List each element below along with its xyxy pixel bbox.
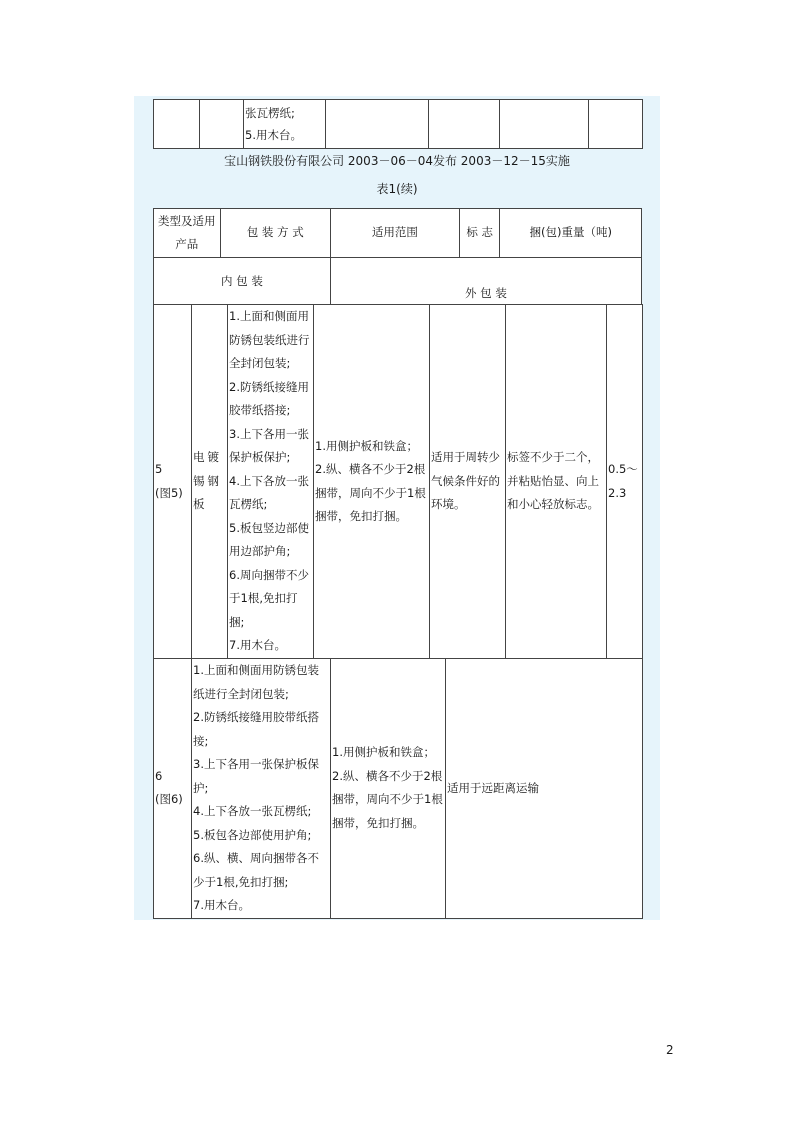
text-line: 1.用侧护板和铁盒； — [332, 745, 435, 760]
row5-scope: 适用于周转少气候条件好的环境。 — [430, 305, 506, 659]
header-outer: 外 包 装 — [330, 258, 641, 306]
text-line: 2.防锈纸接缝用胶带纸搭接; — [229, 379, 309, 418]
text-line: 2.纵、横各不少于2根捆带，周向不少于1根捆带，免扣打捆。 — [315, 462, 426, 523]
row5-product: 电镀锡钢板 — [192, 305, 228, 659]
text-line: 6.周向捆带不少于1根,免扣打捆; — [229, 567, 309, 629]
table-title: 表1(续) — [376, 182, 418, 196]
row5-outer — [314, 305, 430, 659]
row5-inner — [228, 305, 314, 659]
text-line: 4.上下各放一张瓦楞纸; — [193, 804, 312, 818]
text-line: 6.纵、横、周向捆带各不少于1根,免扣打捆; — [193, 851, 319, 889]
header-scope: 适用范围 — [330, 209, 459, 258]
text-line: 1.用侧护板和铁盒； — [315, 438, 418, 453]
row6-type: 6 (图6) — [154, 659, 192, 919]
text-line: 4.上下各放一张瓦楞纸; — [229, 473, 309, 512]
row6-table — [153, 658, 643, 919]
text-line: 1.上面和侧面用防锈包装纸进行全封闭包装; — [229, 309, 310, 371]
text-line: 5.用木台。 — [245, 128, 302, 142]
text-line: 7.用木台。 — [229, 638, 286, 653]
top-cell-pkg — [244, 100, 326, 149]
row5-weight: 0.5～2.3 — [607, 305, 643, 659]
text-line: 3.上下各用一张保护板保护; — [193, 757, 319, 795]
header-inner: 内 包 装 — [154, 258, 331, 306]
row6-scope: 适用于远距离运输 — [446, 659, 643, 919]
publisher-line: 宝山钢铁股份有限公司 2003－06－04发布 2003－12－15实施 — [224, 154, 570, 168]
header-mark: 标 志 — [459, 209, 500, 258]
header-table — [153, 208, 642, 306]
text-line: 5.板包竖边部使用边部护角; — [229, 520, 309, 559]
top-table — [153, 99, 643, 149]
text-line: 2.纵、横各不少于2根捆带，周向不少于1根捆带，免扣打捆。 — [332, 768, 443, 830]
row6-outer — [331, 659, 446, 919]
top-cell-empty — [200, 100, 244, 149]
text-line: 1.上面和侧面用防锈包装纸进行全封闭包装; — [193, 663, 319, 701]
header-weight: 捆(包)重量（吨) — [500, 209, 642, 258]
text-line: 张瓦楞纸; — [245, 106, 295, 120]
header-method: 包 装 方 式 — [220, 209, 330, 258]
text-line: 3.上下各用一张保护板保护; — [229, 426, 309, 465]
row5-mark: 标签不少于二个，并粘贴怡显、向上和小心轻放标志。 — [506, 305, 607, 659]
top-cell-empty — [500, 100, 589, 149]
top-cell-empty — [326, 100, 429, 149]
page-number: 2 — [666, 1043, 674, 1057]
text-line: 7.用木台。 — [193, 898, 250, 912]
top-cell-empty — [429, 100, 500, 149]
row6-inner — [192, 659, 331, 919]
top-cell-empty — [589, 100, 643, 149]
header-type: 类型及适用产品 — [154, 209, 221, 258]
text-line: 2.防锈纸接缝用胶带纸搭接; — [193, 710, 319, 748]
text-line: 5.板包各边部使用护角; — [193, 827, 312, 842]
row5-table — [153, 304, 643, 659]
top-cell-empty — [154, 100, 200, 149]
row5-type: 5 (图5) — [154, 305, 192, 659]
